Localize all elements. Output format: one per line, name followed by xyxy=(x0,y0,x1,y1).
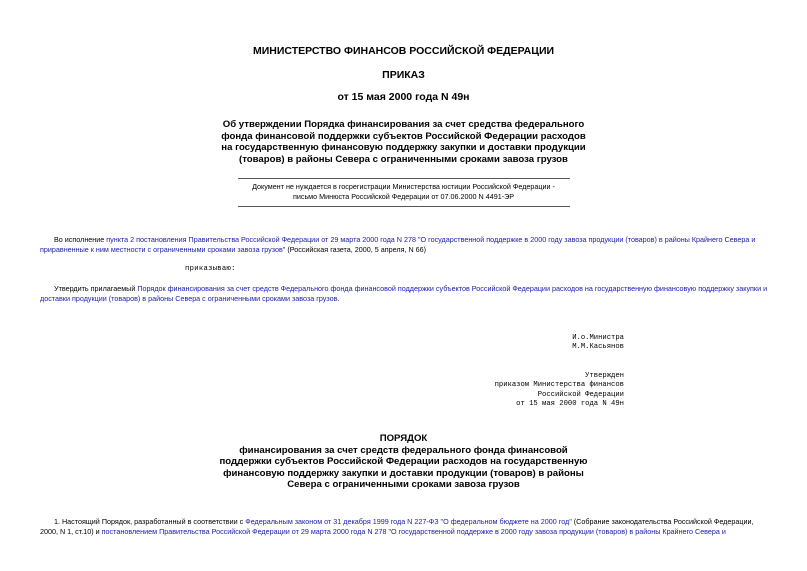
signature-name: М.М.Касьянов xyxy=(572,343,624,352)
clause-1-lead: 1. Настоящий Порядок, разработанный в соответствии с xyxy=(54,517,246,526)
preamble-paragraph xyxy=(40,235,770,255)
approved-line: от 15 мая 2000 года N 49н xyxy=(516,399,624,408)
procedure-line: финансирования за счет средств федерального фонда финансовой xyxy=(239,444,568,456)
preamble-lead: Во исполнение xyxy=(54,235,107,244)
federal-law-link[interactable]: Федеральным законом от 31 декабря 1999 года N 227-ФЗ "О федеральном бюджете на 2000 год" xyxy=(245,517,572,526)
preamble-decree-link[interactable]: пункта 2 постановления Правительства Российской Федерации от 29 марта 2000 года N 278 "О государственной поддержке в 2000 году завоза продукции (товаров) в районы Крайнего Севера и приравненные к ним местности с ограниченными сроками завоза грузов" xyxy=(40,235,756,255)
approve-lead: Утвердить прилагаемый xyxy=(54,284,138,293)
preamble-tail: (Российская газета, 2000, 5 апреля, N 66) xyxy=(285,245,427,255)
registration-note-line: письмо Минюста Российской Федерации от 07.06.2000 N 4491-ЭР xyxy=(292,192,515,201)
procedure-title xyxy=(0,433,807,491)
approved-block xyxy=(430,372,624,409)
approved-line: Утвержден xyxy=(585,372,624,380)
subject-line: Об утверждении Порядка финансирования за счет средства федерального xyxy=(222,119,585,130)
signature-role: И.о.Министра xyxy=(572,334,624,342)
subject-line: (товаров) в районы Севера с ограниченными сроками завоза грузов xyxy=(239,153,568,165)
procedure-line: Севера с ограниченными сроками завоза грузов xyxy=(287,479,520,491)
divider-bottom xyxy=(238,206,570,207)
subject-line: фонда финансовой поддержки субъектов Российской Федерации расходов xyxy=(221,130,586,142)
procedure-heading: ПОРЯДОК xyxy=(379,433,428,444)
procedure-link[interactable]: Порядок финансирования за счет средств Федерального фонда финансовой поддержки субъектов Российской Федерации расходов на государственную финансовую поддержку закупки и доставки продукции (товаров) в районы Севера с ограниченными сроками завоза грузов xyxy=(40,284,768,304)
clause-1-mid: (Собрание законодательства Российской Федерации, 2000, N 1, ст.10) и xyxy=(40,517,754,537)
ministry-title: МИНИСТЕРСТВО ФИНАНСОВ РОССИЙСКОЙ ФЕДЕРАЦИИ xyxy=(252,45,555,57)
subject-title xyxy=(0,119,807,165)
approve-paragraph xyxy=(40,284,770,304)
doc-type: ПРИКАЗ xyxy=(382,69,425,81)
approved-line: приказом Министерства финансов xyxy=(494,381,624,390)
subject-line: на государственную финансовую поддержку закупки и доставки продукции xyxy=(221,142,586,154)
decree-link[interactable]: постановлением Правительства Российской Федерации от 29 марта 2000 года N 278 "О государственной поддержке в 2000 году завоза продукции (товаров) в районы Крайнего Севера и xyxy=(101,527,726,537)
registration-note xyxy=(0,182,807,202)
order-word: приказываю: xyxy=(185,265,236,273)
registration-note-line: Документ не нуждается в госрегистрации Министерства юстиции Российской Федерации - xyxy=(252,182,555,191)
procedure-line: поддержки субъектов Российской Федерации расходов на государственную xyxy=(219,456,588,468)
signature-block xyxy=(520,334,624,353)
procedure-line: финансовую поддержку закупки и доставки продукции (товаров) в районы xyxy=(223,467,584,479)
approve-tail: . xyxy=(337,294,340,304)
clause-1-paragraph xyxy=(40,517,770,537)
approved-line: Российской Федерации xyxy=(537,390,624,399)
divider-top xyxy=(238,178,570,179)
doc-date-number: от 15 мая 2000 года N 49н xyxy=(337,91,470,103)
